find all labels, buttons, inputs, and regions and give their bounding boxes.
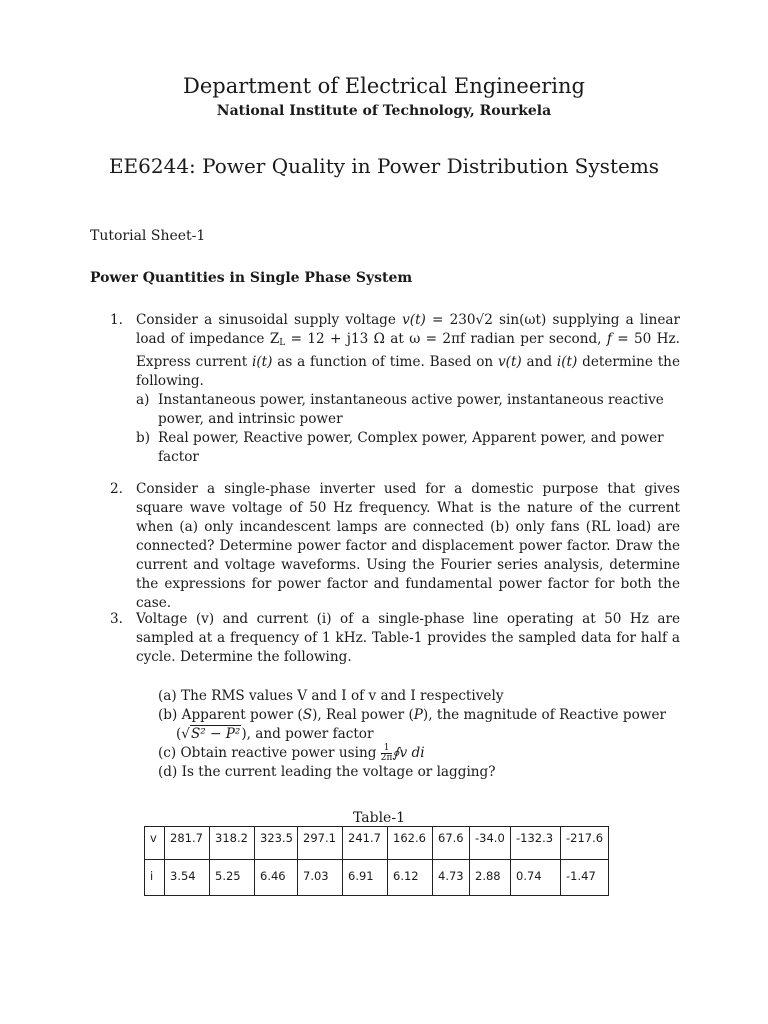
table-cell: -1.47 (561, 860, 609, 896)
sub-question-b: (b) Apparent power (S), Real power (P), the magnitude of Reactive power (158, 707, 666, 723)
table-cell: 318.2 (210, 827, 255, 860)
sub-question-c: (c) Obtain reactive power using $\frac{1}{2\pi}$ ∮v di (158, 743, 425, 763)
row-label: v (145, 827, 165, 860)
table-cell: 67.6 (433, 827, 470, 860)
question-3 (110, 610, 680, 782)
sub-question-b: b) Real power, Reactive power, Complex power, Apparent power, and power factor (136, 430, 664, 465)
question-number: 3. (110, 611, 123, 627)
table-cell: 6.12 (388, 860, 433, 896)
question-1 (110, 311, 680, 467)
question-text: Consider a single-phase inverter used for a domestic purpose that gives square wave voltage of 50 Hz frequency. What is the nature of the current when (a) only incandescent lamps are connected (b) only fans (RL load) are connected? Determine power factor and displacement power factor. Draw the current and voltage waveforms. Using the Fourier series analysis, determine the expressions for power factor and fundamental power factor for both the case. (136, 481, 680, 611)
fraction: $\frac{1}{2\pi}$ (380, 743, 393, 763)
department-heading: Department of Electrical Engineering (183, 74, 585, 98)
table-cell: -34.0 (470, 827, 511, 860)
table-cell: 281.7 (165, 827, 210, 860)
table-cell: 297.1 (298, 827, 343, 860)
table-cell: 162.6 (388, 827, 433, 860)
sub-question-d: (d) Is the current leading the voltage or lagging? (158, 764, 496, 780)
sub-question-a: a) Instantaneous power, instantaneous active power, instantaneous reactive power, and intrinsic power (136, 392, 664, 427)
sub-question-a: (a) The RMS values V and I of v and I respectively (158, 688, 504, 704)
table-cell: 6.91 (343, 860, 388, 896)
table-row (145, 827, 609, 860)
table-cell: 6.46 (255, 860, 298, 896)
question-number: 1. (110, 312, 123, 328)
sample-data-table (144, 826, 609, 896)
sub-question-b-cont: (√S² − P²), and power factor (176, 726, 374, 742)
table-cell: 241.7 (343, 827, 388, 860)
table-cell: -132.3 (511, 827, 561, 860)
institute-heading: National Institute of Technology, Rourkela (216, 103, 552, 119)
table-cell: 4.73 (433, 860, 470, 896)
table-cell: 0.74 (511, 860, 561, 896)
question-number: 2. (110, 481, 123, 497)
section-title: Power Quantities in Single Phase System (90, 270, 413, 286)
table-cell: 3.54 (165, 860, 210, 896)
table-caption: Table-1 (353, 810, 405, 826)
table-cell: 7.03 (298, 860, 343, 896)
table-cell: -217.6 (561, 827, 609, 860)
sheet-title: Tutorial Sheet-1 (90, 228, 206, 244)
question-text: Consider a sinusoidal supply voltage v(t) = 230√2 sin(ωt) supplying a linear load of impedance $Z_L = 12 + j13$ Ω at ω = 2πf radian per second, f = 50 Hz. Express current i(t) as a function of time. Based on v(t) and i(t) determine the following. (136, 312, 680, 389)
sub-question-list (158, 687, 680, 782)
course-title: EE6244: Power Quality in Power Distribution Systems (108, 154, 660, 178)
table-row (145, 860, 609, 896)
table-cell: 2.88 (470, 860, 511, 896)
question-2 (110, 480, 680, 613)
question-text: Voltage (v) and current (i) of a single-phase line operating at 50 Hz are sampled at a frequency of 1 kHz. Table-1 provides the sampled data for half a cycle. Determine the following. (136, 611, 680, 665)
row-label: i (145, 860, 165, 896)
table-cell: 323.5 (255, 827, 298, 860)
table-cell: 5.25 (210, 860, 255, 896)
